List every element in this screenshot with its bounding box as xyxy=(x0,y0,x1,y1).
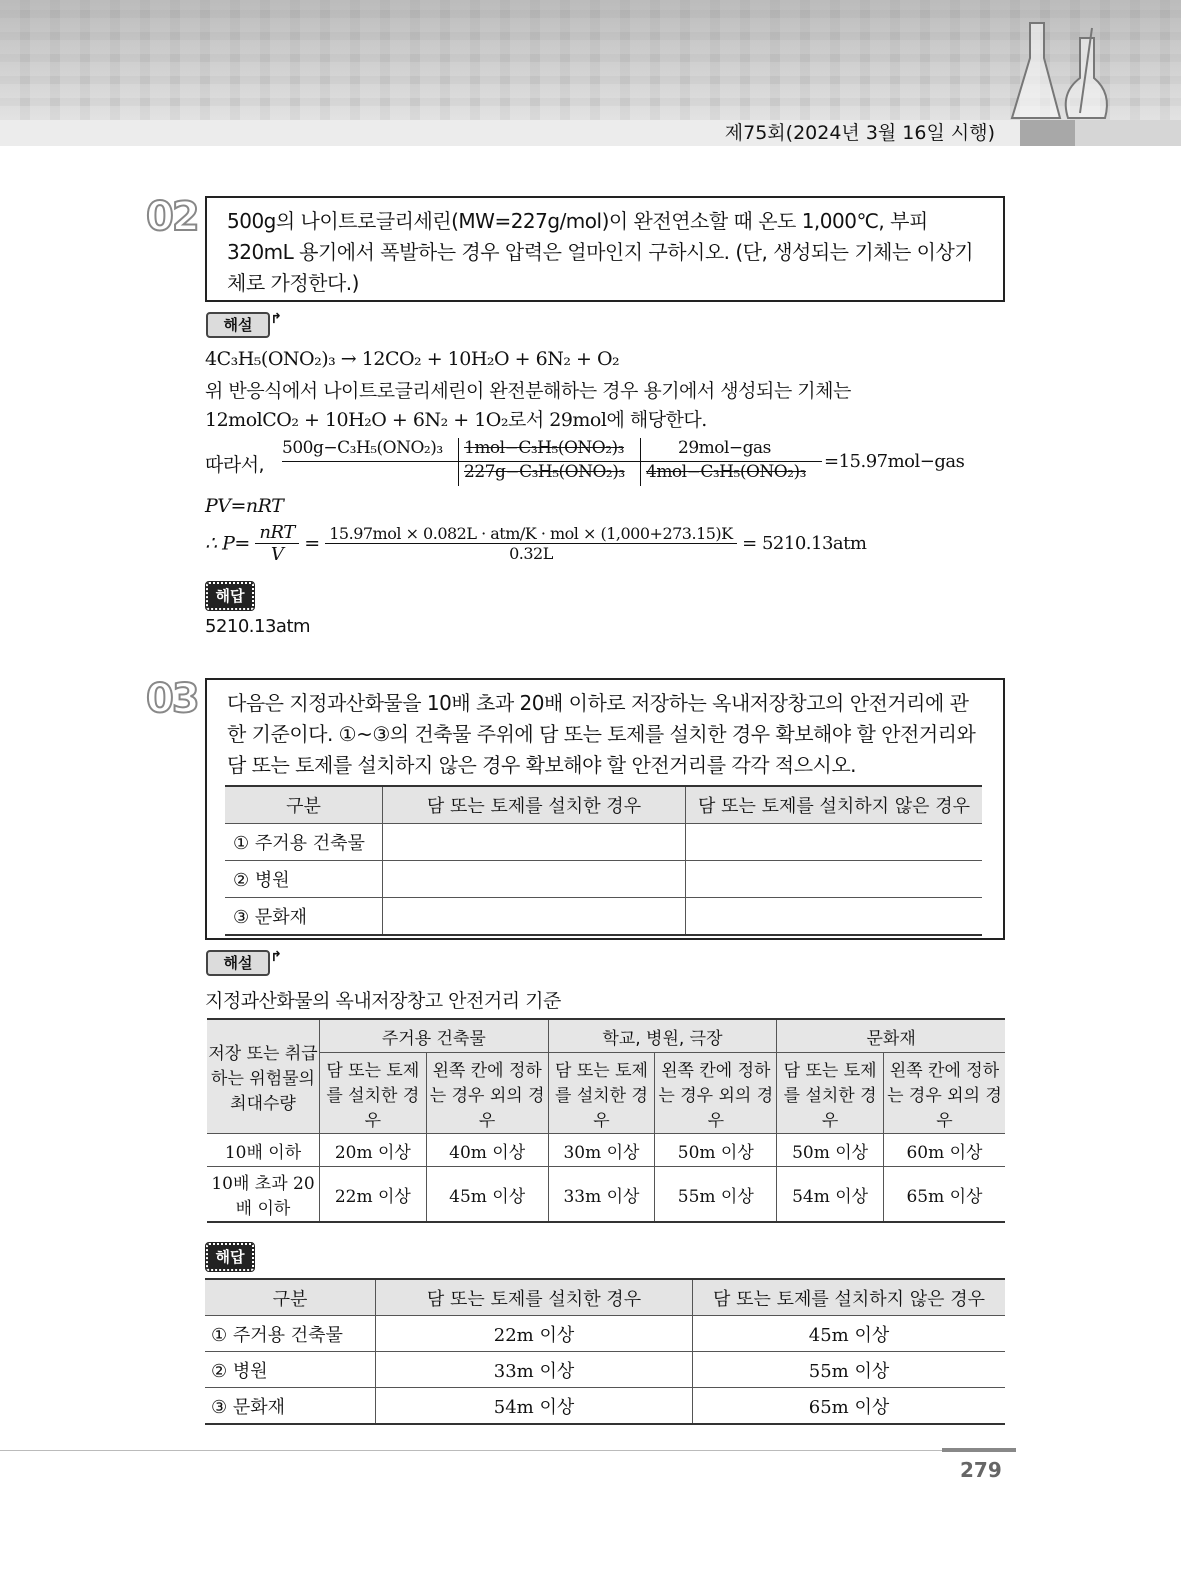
table-header-row xyxy=(207,1019,1005,1053)
table-row xyxy=(225,861,982,898)
table-row xyxy=(225,824,982,861)
header-overlay xyxy=(0,0,1181,120)
table-subheader: 왼쪽 칸에 정하는 경우 외의 경우 xyxy=(426,1053,548,1134)
explanation-line: 위 반응식에서 나이트로글리세린이 완전분해하는 경우 용기에서 생성되는 기체는 xyxy=(205,380,851,402)
fraction-numerator: nRT xyxy=(255,522,298,544)
lab-flask-icon xyxy=(1010,18,1130,128)
table-row xyxy=(207,1167,1005,1223)
table-header: 학교, 병원, 극장 xyxy=(548,1019,777,1053)
table-header: 구분 xyxy=(225,786,383,824)
table-cell: 50m 이상 xyxy=(655,1134,777,1167)
table-row xyxy=(205,1352,1005,1388)
conversion-term: 227g−C₃H₅(ONO₂)₃ xyxy=(464,462,625,482)
table-cell: 20m 이상 xyxy=(320,1134,427,1167)
table-subheader-row xyxy=(207,1053,1005,1134)
table-header: 저장 또는 취급하는 위험물의 최대수량 xyxy=(207,1019,320,1134)
table-row xyxy=(205,1388,1005,1425)
solution-title: 지정과산화물의 옥내저장창고 안전거리 기준 xyxy=(205,990,561,1012)
table-cell: 10배 이하 xyxy=(207,1134,320,1167)
table-cell: 10배 초과 20배 이하 xyxy=(207,1167,320,1223)
table-subheader: 담 또는 토제를 설치한 경우 xyxy=(548,1053,655,1134)
table-subheader: 왼쪽 칸에 정하는 경우 외의 경우 xyxy=(883,1053,1005,1134)
answer-tag: 해답 xyxy=(206,1243,254,1271)
question-number: 02 xyxy=(146,194,198,240)
table-cell-blank xyxy=(686,861,983,898)
table-cell: 54m 이상 xyxy=(777,1167,884,1223)
table-cell-blank xyxy=(383,861,686,898)
table-cell: 50m 이상 xyxy=(777,1134,884,1167)
table-cell: 65m 이상 xyxy=(883,1167,1005,1223)
table-cell: 45m 이상 xyxy=(426,1167,548,1223)
table-cell: ② 병원 xyxy=(225,861,383,898)
page-number: 279 xyxy=(960,1458,1002,1482)
table-subheader: 담 또는 토제를 설치한 경우 xyxy=(320,1053,427,1134)
table-cell: 33m 이상 xyxy=(376,1352,693,1388)
table-cell: 33m 이상 xyxy=(548,1167,655,1223)
table-header: 담 또는 토제를 설치한 경우 xyxy=(376,1279,693,1316)
table-subheader: 담 또는 토제를 설치한 경우 xyxy=(777,1053,884,1134)
table-header: 담 또는 토제를 설치하지 않은 경우 xyxy=(693,1279,1006,1316)
table-cell: 55m 이상 xyxy=(655,1167,777,1223)
solution-tag: 해설 ↱ xyxy=(206,950,270,976)
question-box xyxy=(205,196,1005,302)
fraction-denominator: V xyxy=(270,544,284,565)
ideal-gas-law: PV=nRT xyxy=(205,495,284,517)
table-cell: ① 주거용 건축물 xyxy=(225,824,383,861)
header-block-light xyxy=(1075,120,1181,146)
table-cell-blank xyxy=(383,824,686,861)
fraction-denominator: 0.32L xyxy=(509,544,553,563)
table-subheader: 왼쪽 칸에 정하는 경우 외의 경우 xyxy=(655,1053,777,1134)
therefore-label: 따라서, xyxy=(205,454,265,476)
table-cell: ① 주거용 건축물 xyxy=(205,1316,376,1352)
pressure-result: = 5210.13atm xyxy=(742,533,867,554)
table-cell: 65m 이상 xyxy=(693,1388,1006,1425)
table-cell: ③ 문화재 xyxy=(225,898,383,936)
table-cell: ② 병원 xyxy=(205,1352,376,1388)
explanation-line: 12molCO₂ + 10H₂O + 6N₂ + 1O₂로서 29mol에 해당한다. xyxy=(205,409,707,431)
table-cell: 30m 이상 xyxy=(548,1134,655,1167)
table-cell: 45m 이상 xyxy=(693,1316,1006,1352)
table-row xyxy=(205,1316,1005,1352)
table-cell: 22m 이상 xyxy=(320,1167,427,1223)
table-cell: 60m 이상 xyxy=(883,1134,1005,1167)
table-header: 담 또는 토제를 설치한 경우 xyxy=(383,786,686,824)
exam-title: 제75회(2024년 3월 16일 시행) xyxy=(724,122,995,144)
table-header: 담 또는 토제를 설치하지 않은 경우 xyxy=(686,786,983,824)
conversion-term: 29mol−gas xyxy=(678,438,771,458)
table-cell: 54m 이상 xyxy=(376,1388,693,1425)
table-header: 주거용 건축물 xyxy=(320,1019,549,1053)
answer-table xyxy=(205,1278,1005,1425)
table-cell-blank xyxy=(686,824,983,861)
table-header: 문화재 xyxy=(777,1019,1005,1053)
pressure-calculation: ∴ P= $\frac{\text{nRT}}{V}$ = $\frac{\text{15.97mol × 0.082L · atm/K · mol × (1,000+273.15)K}}{0.32L}$ = 5210.13atm xyxy=(205,522,867,565)
table-header-row xyxy=(205,1279,1005,1316)
table-cell: ③ 문화재 xyxy=(205,1388,376,1425)
conversion-term: 1mol−C₃H₅(ONO₂)₃ xyxy=(464,438,624,458)
table-row xyxy=(225,898,982,936)
question-number: 03 xyxy=(146,676,198,722)
table-cell-blank xyxy=(686,898,983,936)
answer-tag: 해답 xyxy=(206,582,254,610)
header-block-dark xyxy=(1020,120,1075,146)
table-cell-blank xyxy=(383,898,686,936)
conversion-result: =15.97mol−gas xyxy=(824,451,965,472)
conversion-term: 4mol−C₃H₅(ONO₂)₃ xyxy=(646,462,806,482)
table-header-row xyxy=(225,786,982,824)
pressure-prefix: ∴ P= xyxy=(205,532,250,555)
answer-text: 5210.13atm xyxy=(205,616,311,637)
question-text: 다음은 지정과산화물을 10배 초과 20배 이하로 저장하는 옥내저장창고의 안전거리에 관한 기준이다. ①~③의 건축물 주위에 담 또는 토제를 설치한 경우 확보해야 할 안전거리와 담 또는 토제를 설치하지 않은 경우 확보해야 할 안전거리를 각각 적으시오. xyxy=(227,691,976,777)
table-row xyxy=(207,1134,1005,1167)
fraction-numerator: 15.97mol × 0.082L · atm/K · mol × (1,000+273.15)K xyxy=(325,524,736,544)
footer-accent-bar xyxy=(942,1448,1016,1452)
table-cell: 22m 이상 xyxy=(376,1316,693,1352)
footer-rule xyxy=(0,1450,1016,1451)
solution-label: 해설 xyxy=(223,316,253,334)
table-cell: 40m 이상 xyxy=(426,1134,548,1167)
conversion-term: 500g−C₃H₅(ONO₂)₃ xyxy=(282,438,443,458)
table-cell: 55m 이상 xyxy=(693,1352,1006,1388)
solution-label: 해설 xyxy=(223,954,253,972)
question-table xyxy=(225,785,982,936)
solution-tag: 해설 ↱ xyxy=(206,312,270,338)
solution-table xyxy=(207,1018,1005,1223)
table-header: 구분 xyxy=(205,1279,376,1316)
reaction-equation: 4C₃H₅(ONO₂)₃ → 12CO₂ + 10H₂O + 6N₂ + O₂ xyxy=(205,348,620,370)
question-text: 500g의 나이트로글리세린(MW=227g/mol)이 완전연소할 때 온도 1,000℃, 부피 320mL 용기에서 폭발하는 경우 압력은 얼마인지 구하시오. (단, 생성되는 기체는 이상기체로 가정한다.) xyxy=(227,209,974,295)
